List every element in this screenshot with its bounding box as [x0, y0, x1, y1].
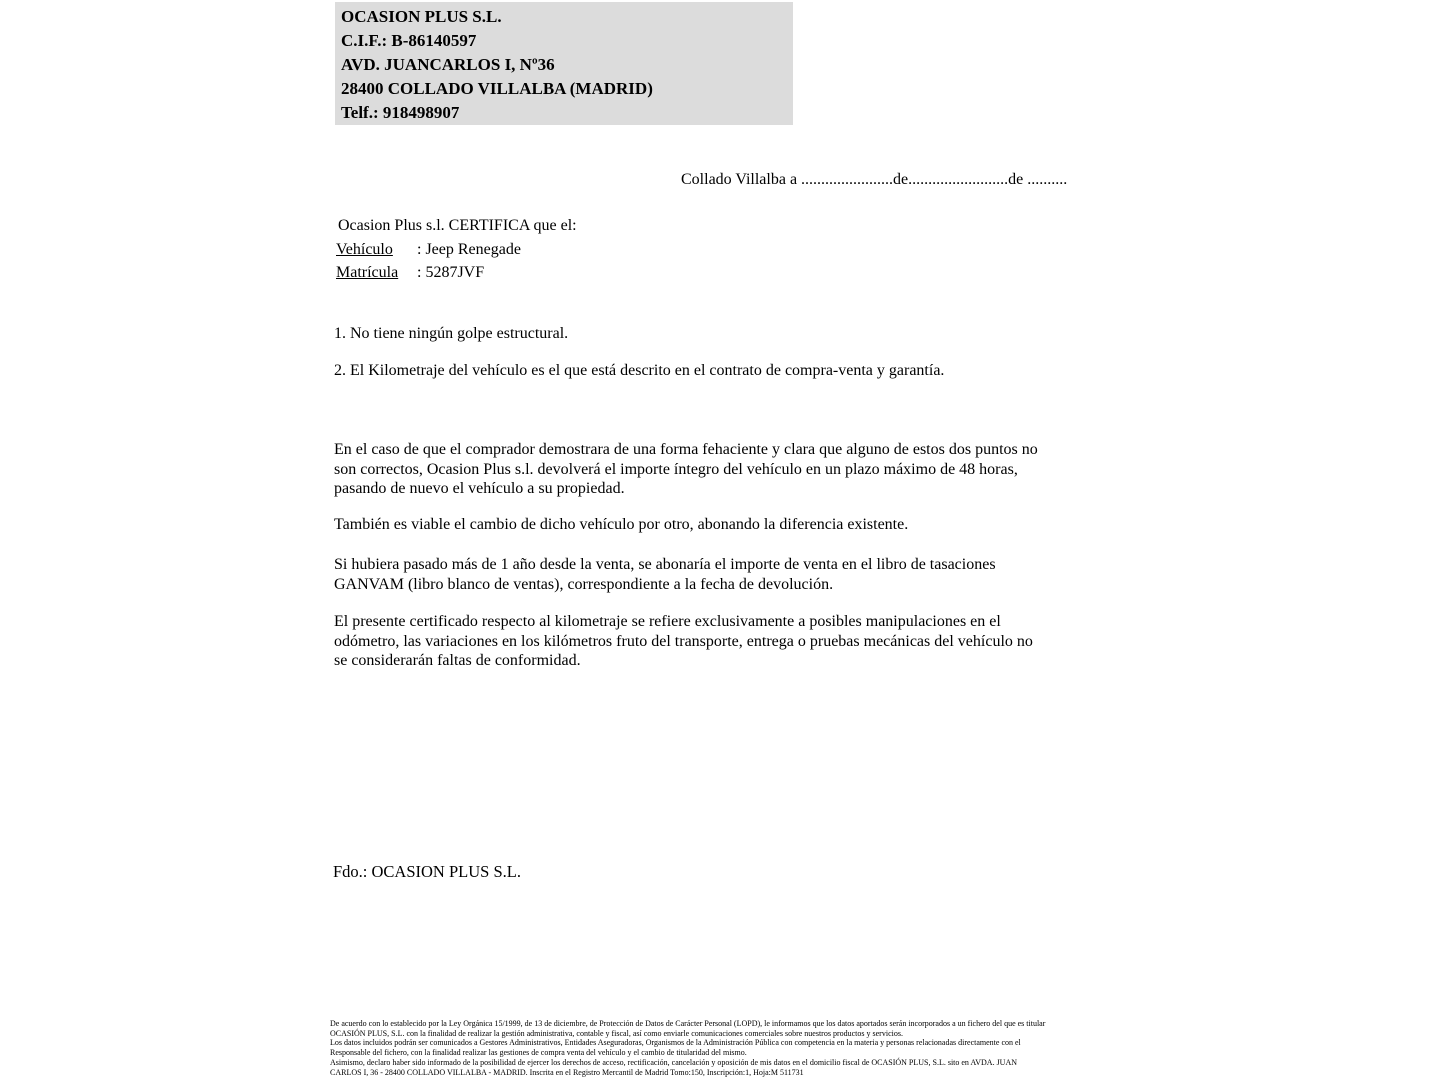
certified-point-1: 1. No tiene ningún golpe estructural. [334, 325, 569, 342]
vehicle-row [336, 241, 521, 259]
legal-footer [330, 1019, 1045, 1077]
company-name: OCASION PLUS S.L. [341, 7, 502, 26]
footer-line: Los datos incluidos podrán ser comunicados a Gestores Administrativos, Entidades Aseguradoras, Organismos de la Administración Pública con competencia en la materia y personas relacionadas directamente con el [330, 1038, 1021, 1048]
footer-line: Asimismo, declaro haber sido informado de la posibilidad de ejercer los derechos de acceso, rectificación, cancelación y oposición de mis datos en el domicilio fiscal de OCASIÓN PLUS, S.L. sito en AVDA. JUAN [330, 1057, 1018, 1067]
vehicle-value: : Jeep Renegade [417, 241, 521, 258]
paragraph-odometer-disclaimer: El presente certificado respecto al kilometraje se refiere exclusivamente a posibles manipulaciones en el odómetro, las variaciones en los kilómetros fruto del transporte, entrega o pruebas mecánicas del vehículo no se considerarán faltas de conformidad. [334, 613, 1033, 669]
vehicle-label: Vehículo [336, 241, 393, 258]
plate-row [336, 264, 484, 282]
certify-intro: Ocasion Plus s.l. CERTIFICA que el: [338, 217, 577, 234]
footer-line: OCASIÓN PLUS, S.L. con la finalidad de realizar la gestión administrativa, contable y fiscal, así como enviarle comunicaciones comerciales sobre nuestros productos y servicios. [330, 1028, 903, 1038]
paragraph-refund-terms: En el caso de que el comprador demostrara de una forma fehaciente y clara que alguno de estos dos puntos no son correctos, Ocasion Plus s.l. devolverá el importe íntegro del vehículo en un plazo máximo de 48 horas, pasando de nuevo el vehículo a su propiedad. [334, 441, 1038, 497]
company-address: AVD. JUANCARLOS I, Nº36 [341, 55, 555, 74]
footer-line: CARLOS I, 36 - 28400 COLLADO VILLALBA - MADRID. Inscrita en el Registro Mercantil de Madrid Tomo:150, Inscripción:1, Hoja:M 511731 [330, 1067, 804, 1077]
company-header-box [335, 2, 793, 125]
date-line: Collado Villalba a .......................de.........................de .......... [681, 171, 1068, 188]
plate-label: Matrícula [336, 264, 399, 281]
company-city: 28400 COLLADO VILLALBA (MADRID) [341, 79, 653, 98]
paragraph-ganvam-valuation: Si hubiera pasado más de 1 año desde la venta, se abonaría el importe de venta en el libro de tasaciones GANVAM (libro blanco de ventas), correspondiente a la fecha de devolución. [334, 556, 996, 593]
signature-line: Fdo.: OCASION PLUS S.L. [333, 862, 521, 881]
company-cif: C.I.F.: B-86140597 [341, 31, 477, 50]
footer-line: Responsable del fichero, con la finalidad realizar las gestiones de compra venta del vehículo y el cambio de titularidad del mismo. [330, 1048, 747, 1058]
company-phone: Telf.: 918498907 [341, 103, 460, 122]
certified-point-2: 2. El Kilometraje del vehículo es el que está descrito en el contrato de compra-venta y garantía. [334, 362, 945, 379]
plate-value: : 5287JVF [417, 264, 485, 281]
paragraph-exchange-option: También es viable el cambio de dicho vehículo por otro, abonando la diferencia existente. [334, 516, 909, 533]
footer-line: De acuerdo con lo establecido por la Ley Orgánica 15/1999, de 13 de diciembre, de Protección de Datos de Carácter Personal (LOPD), le informamos que los datos aportados serán incorporados a un fichero del que es titular [330, 1019, 1046, 1028]
